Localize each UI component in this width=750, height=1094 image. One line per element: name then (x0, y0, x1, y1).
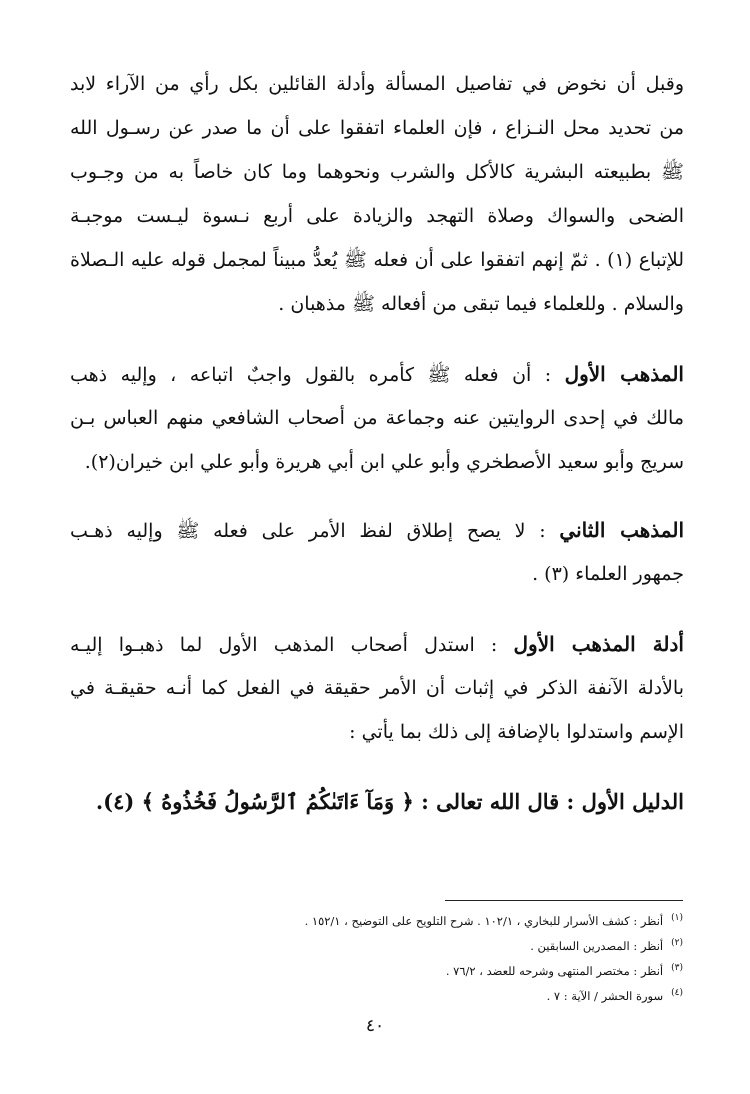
footnote-number: (٢) (671, 938, 683, 948)
text-span: : أن فعله ﷺ كأمره بالقول واجبٌ اتباعه ، وإليه ذهب (70, 364, 565, 386)
first-school-heading: المذهب الأول (564, 362, 684, 386)
text-span: : استدل أصحاب المذهب الأول لما ذهبـوا إليـه (70, 634, 514, 656)
text-line: جمهور العلماء (٣) . (532, 563, 684, 585)
first-evidence-line: الدليل الأول : قال الله تعالى : ﴿ وَمَآ ءَاتَىٰكُمُ ٱلرَّسُولُ فَخُذُوهُ ﴾ (٤). (95, 789, 684, 814)
text-line (70, 352, 684, 396)
second-school-heading: المذهب الثاني (559, 518, 684, 542)
footnote-number: (٤) (671, 988, 683, 998)
first-school-paragraph (70, 352, 684, 484)
footnote-number: (٣) (671, 963, 683, 973)
evidence-paragraph (70, 622, 684, 754)
footnote-divider (445, 900, 683, 901)
footnote-text: سورة الحشر / الآية : ٧ . (546, 988, 664, 1003)
footnote (250, 931, 683, 956)
text-line: الضحى والسواك وصلاة التهجد والزيادة على أربع نـسوة ليـست موجبـة (70, 205, 684, 227)
text-line: بالأدلة الآنفة الذكر في إثبات أن الأمر حقيقة في الفعل كما أنـه حقيقـة في (70, 677, 684, 699)
footnote (250, 981, 683, 1006)
text-line: الإسم واستدلوا بالإضافة إلى ذلك بما يأتي : (349, 721, 684, 743)
footnote-text: أنظر : مختصر المنتهى وشرحه للعضد ، ٧٦/٢ . (445, 963, 664, 978)
footnote-number: (١) (671, 913, 683, 923)
footnote (250, 956, 683, 981)
footnote (250, 906, 683, 931)
text-span: : لا يصح إطلاق لفظ الأمر على فعله ﷺ وإليه ذهـب (70, 520, 560, 542)
text-line (70, 622, 684, 666)
text-line: من تحديد محل النـزاع ، فإن العلماء اتفقوا على أن ما صدر عن رسـول الله (70, 117, 684, 139)
text-line: وقبل أن نخوض في تفاصيل المسألة وأدلة القائلين بكل رأي من الآراء لابد (70, 73, 684, 95)
evidence-heading: أدلة المذهب الأول (513, 632, 684, 656)
intro-paragraph (70, 62, 684, 326)
text-line: ﷺ بطبيعته البشرية كالأكل والشرب ونحوهما وما كان خاصاً به من وجـوب (70, 161, 684, 183)
page-number: ٤٠ (365, 1016, 385, 1036)
text-line: مالك في إحدى الروايتين عنه وجماعة من أصحاب الشافعي منهم العباس بـن (70, 407, 684, 429)
text-line: للإتباع (١) . ثمّ إنهم اتفقوا على أن فعله ﷺ يُعدُّ مبيناً لمجمل قوله عليه الـصلاة (70, 249, 684, 271)
text-line: سريج وأبو سعيد الأصطخري وأبو علي ابن أبي هريرة وأبو علي ابن خيران(٢). (84, 451, 684, 473)
text-line (70, 508, 684, 552)
footnote-text: أنظر : المصدرين السابقين . (530, 938, 664, 953)
first-evidence (70, 780, 684, 824)
text-line: والسلام . وللعلماء فيما تبقى من أفعاله ﷺ مذهبان . (278, 293, 684, 315)
footnotes (250, 906, 683, 1006)
footnote-text: أنظر : كشف الأسرار للبخاري ، ١٠٢/١ . شرح التلويح على التوضيح ، ١٥٢/١ . (304, 913, 664, 928)
second-school-paragraph (70, 508, 684, 596)
